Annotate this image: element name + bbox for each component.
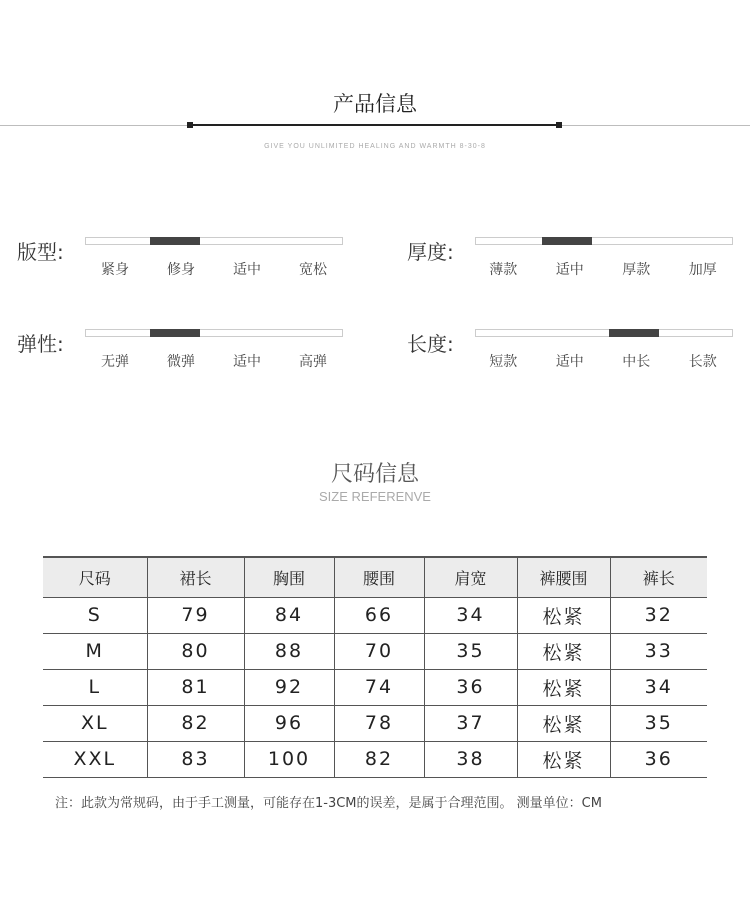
attr-label-fit: 版型: — [17, 240, 64, 264]
table-cell: 松紧 — [517, 705, 610, 741]
table-row — [43, 669, 707, 705]
table-cell: 79 — [147, 597, 244, 633]
table-cell: M — [43, 633, 147, 669]
header-left-square — [187, 122, 193, 128]
attr-option: 厚款 — [622, 262, 651, 278]
page-title: 产品信息 — [333, 92, 417, 116]
size-table-header: 裤长 — [610, 557, 707, 597]
table-cell: 82 — [147, 705, 244, 741]
attr-options-length — [470, 351, 736, 371]
table-cell: 38 — [424, 741, 517, 777]
attr-option: 中长 — [622, 354, 651, 370]
table-cell: 84 — [244, 597, 334, 633]
size-table-header: 尺码 — [43, 557, 147, 597]
page-subtitle: GIVE YOU UNLIMITED HEALING AND WARMTH 8-30-8 — [264, 143, 486, 150]
table-row — [43, 741, 707, 777]
attr-option: 适中 — [233, 262, 261, 278]
table-cell: 33 — [610, 633, 707, 669]
size-table — [43, 556, 707, 778]
attr-bar-elasticity — [85, 329, 343, 337]
table-cell: 松紧 — [517, 669, 610, 705]
table-cell: 74 — [334, 669, 424, 705]
attr-option: 薄款 — [489, 262, 518, 278]
table-cell: 松紧 — [517, 741, 610, 777]
table-row — [43, 597, 707, 633]
table-cell: 32 — [610, 597, 707, 633]
table-cell: 35 — [424, 633, 517, 669]
attr-option: 微弹 — [167, 354, 195, 370]
table-cell: 34 — [610, 669, 707, 705]
attr-bar-length — [475, 329, 733, 337]
measurement-note: 注：此款为常规码，由于手工测量，可能存在1-3CM的误差，是属于合理范围。 测量单位：CM — [55, 796, 602, 811]
attr-option: 适中 — [555, 262, 584, 278]
attr-label-length: 长度: — [407, 332, 454, 356]
table-cell: 35 — [610, 705, 707, 741]
attr-bar-fit-indicator — [150, 237, 200, 245]
table-cell: 66 — [334, 597, 424, 633]
table-row — [43, 705, 707, 741]
table-cell: 36 — [610, 741, 707, 777]
table-cell: 80 — [147, 633, 244, 669]
attr-option: 修身 — [167, 262, 195, 278]
attr-bar-thickness-indicator — [542, 237, 592, 245]
attr-option: 无弹 — [101, 354, 129, 370]
size-table-header: 肩宽 — [424, 557, 517, 597]
attr-bar-fit — [85, 237, 343, 245]
table-row — [43, 633, 707, 669]
header-right-square — [556, 122, 562, 128]
attr-options-thickness — [470, 259, 736, 279]
table-cell: 81 — [147, 669, 244, 705]
table-cell: 70 — [334, 633, 424, 669]
size-table-header: 裤腰围 — [517, 557, 610, 597]
table-cell: XL — [43, 705, 147, 741]
attr-bar-elasticity-indicator — [150, 329, 200, 337]
size-section-title: 尺码信息 — [330, 462, 419, 487]
size-table-header-row — [43, 557, 707, 597]
attr-label-elasticity: 弹性: — [17, 332, 64, 356]
attr-option: 宽松 — [299, 262, 327, 278]
table-cell: S — [43, 597, 147, 633]
size-table-header: 胸围 — [244, 557, 334, 597]
attr-option: 高弹 — [299, 354, 327, 370]
attr-bar-thickness — [475, 237, 733, 245]
table-cell: 34 — [424, 597, 517, 633]
table-cell: XXL — [43, 741, 147, 777]
table-cell: 83 — [147, 741, 244, 777]
table-cell: 82 — [334, 741, 424, 777]
table-cell: 37 — [424, 705, 517, 741]
attr-option: 加厚 — [688, 262, 717, 278]
table-cell: 36 — [424, 669, 517, 705]
table-cell: 92 — [244, 669, 334, 705]
size-section-subtitle: SIZE REFERENVE — [319, 489, 431, 504]
attr-option: 长款 — [688, 354, 717, 370]
attr-options-elasticity — [82, 351, 346, 371]
attr-option: 紧身 — [101, 262, 129, 278]
attr-options-fit — [82, 259, 346, 279]
attr-label-thickness: 厚度: — [407, 240, 454, 264]
header-accent-line — [190, 124, 559, 126]
size-table-header: 腰围 — [334, 557, 424, 597]
table-cell: 100 — [244, 741, 334, 777]
table-cell: 88 — [244, 633, 334, 669]
table-cell: 78 — [334, 705, 424, 741]
table-cell: 松紧 — [517, 633, 610, 669]
attr-option: 适中 — [555, 354, 584, 370]
attr-option: 适中 — [233, 354, 261, 370]
table-cell: 96 — [244, 705, 334, 741]
attr-bar-length-indicator — [609, 329, 659, 337]
attr-option: 短款 — [489, 354, 518, 370]
table-cell: L — [43, 669, 147, 705]
table-cell: 松紧 — [517, 597, 610, 633]
size-table-header: 裙长 — [147, 557, 244, 597]
